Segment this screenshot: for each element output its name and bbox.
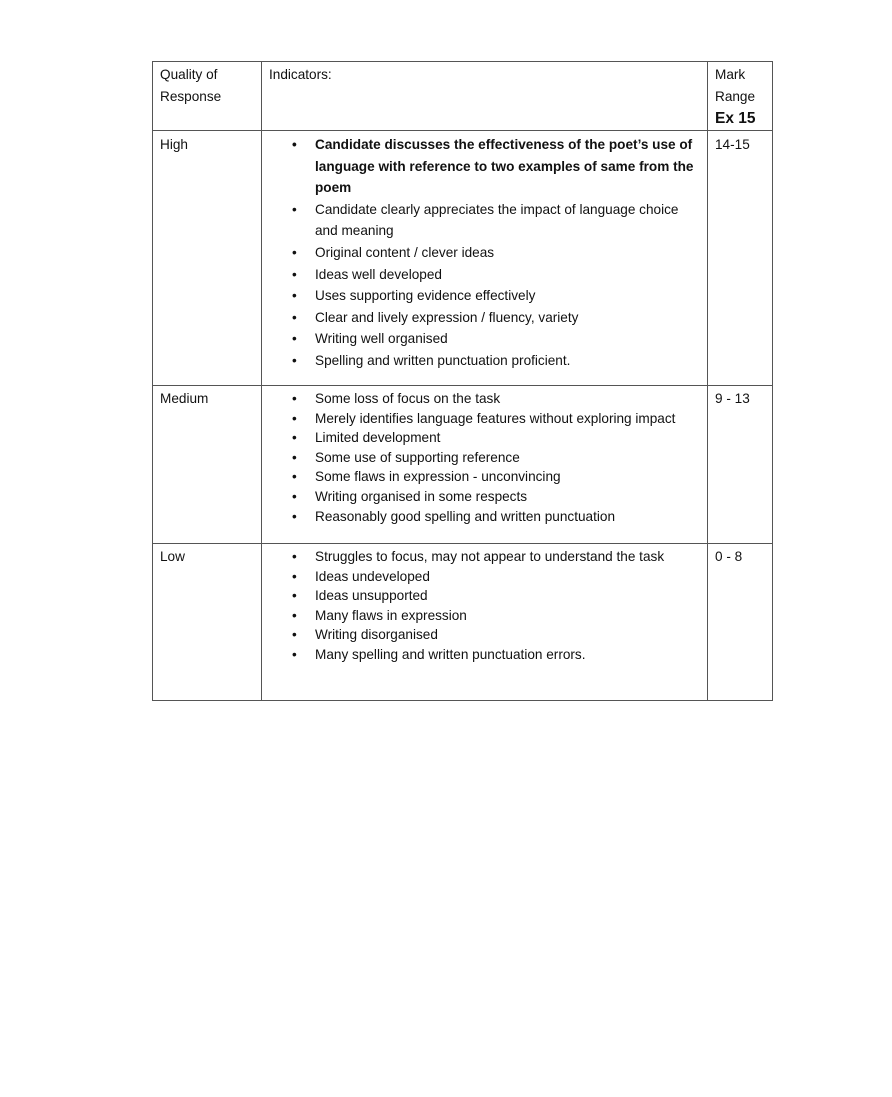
list-item: • Reasonably good spelling and written punctuation bbox=[269, 507, 700, 527]
mark-range-cell: 0 - 8 bbox=[708, 544, 773, 701]
header-row bbox=[153, 62, 773, 131]
mark-range-cell: 9 - 13 bbox=[708, 386, 773, 544]
list-item: • Ideas unsupported bbox=[269, 586, 700, 606]
header-mark-line-1: Mark bbox=[715, 67, 746, 82]
header-mark-cell bbox=[708, 62, 773, 131]
header-mark-line-2: Range bbox=[715, 89, 756, 104]
level-cell: High bbox=[153, 131, 262, 386]
list-item: • Candidate discusses the effectiveness of the poet’s use of language with reference to two examples of same from the poem bbox=[269, 134, 700, 199]
header-indicators-cell bbox=[262, 62, 708, 131]
indicator-list bbox=[269, 389, 700, 526]
list-item: • Ideas well developed bbox=[269, 264, 700, 286]
list-item: • Limited development bbox=[269, 428, 700, 448]
marking-rubric-table bbox=[152, 61, 773, 701]
list-item: • Some flaws in expression - unconvincing bbox=[269, 467, 700, 487]
level-cell: Low bbox=[153, 544, 262, 701]
indicators-cell bbox=[262, 131, 708, 386]
indicators-cell bbox=[262, 386, 708, 544]
list-item: • Clear and lively expression / fluency, variety bbox=[269, 307, 700, 329]
list-item: • Merely identifies language features without exploring impact bbox=[269, 409, 700, 429]
indicator-list bbox=[269, 134, 700, 372]
indicator-list bbox=[269, 547, 700, 665]
table-row-medium bbox=[153, 386, 773, 544]
header-quality-cell bbox=[153, 62, 262, 131]
list-item: • Ideas undeveloped bbox=[269, 567, 700, 587]
header-quality-line-2: Response bbox=[160, 89, 222, 104]
table-row-high bbox=[153, 131, 773, 386]
header-indicators-label: Indicators: bbox=[269, 67, 332, 82]
list-item: • Writing well organised bbox=[269, 328, 700, 350]
list-item: • Some use of supporting reference bbox=[269, 448, 700, 468]
list-item: • Original content / clever ideas bbox=[269, 242, 700, 264]
list-item: • Many spelling and written punctuation errors. bbox=[269, 645, 700, 665]
list-item: • Many flaws in expression bbox=[269, 606, 700, 626]
header-quality-line-1: Quality of bbox=[160, 67, 218, 82]
list-item: • Writing organised in some respects bbox=[269, 487, 700, 507]
list-item: • Spelling and written punctuation proficient. bbox=[269, 350, 700, 372]
list-item: • Writing disorganised bbox=[269, 625, 700, 645]
table-row-low bbox=[153, 544, 773, 701]
list-item: • Candidate clearly appreciates the impact of language choice and meaning bbox=[269, 199, 700, 242]
indicators-cell bbox=[262, 544, 708, 701]
mark-range-cell: 14-15 bbox=[708, 131, 773, 386]
header-mark-ex: Ex 15 bbox=[715, 110, 756, 127]
list-item: • Some loss of focus on the task bbox=[269, 389, 700, 409]
list-item: • Struggles to focus, may not appear to understand the task bbox=[269, 547, 700, 567]
list-item: • Uses supporting evidence effectively bbox=[269, 285, 700, 307]
level-cell: Medium bbox=[153, 386, 262, 544]
